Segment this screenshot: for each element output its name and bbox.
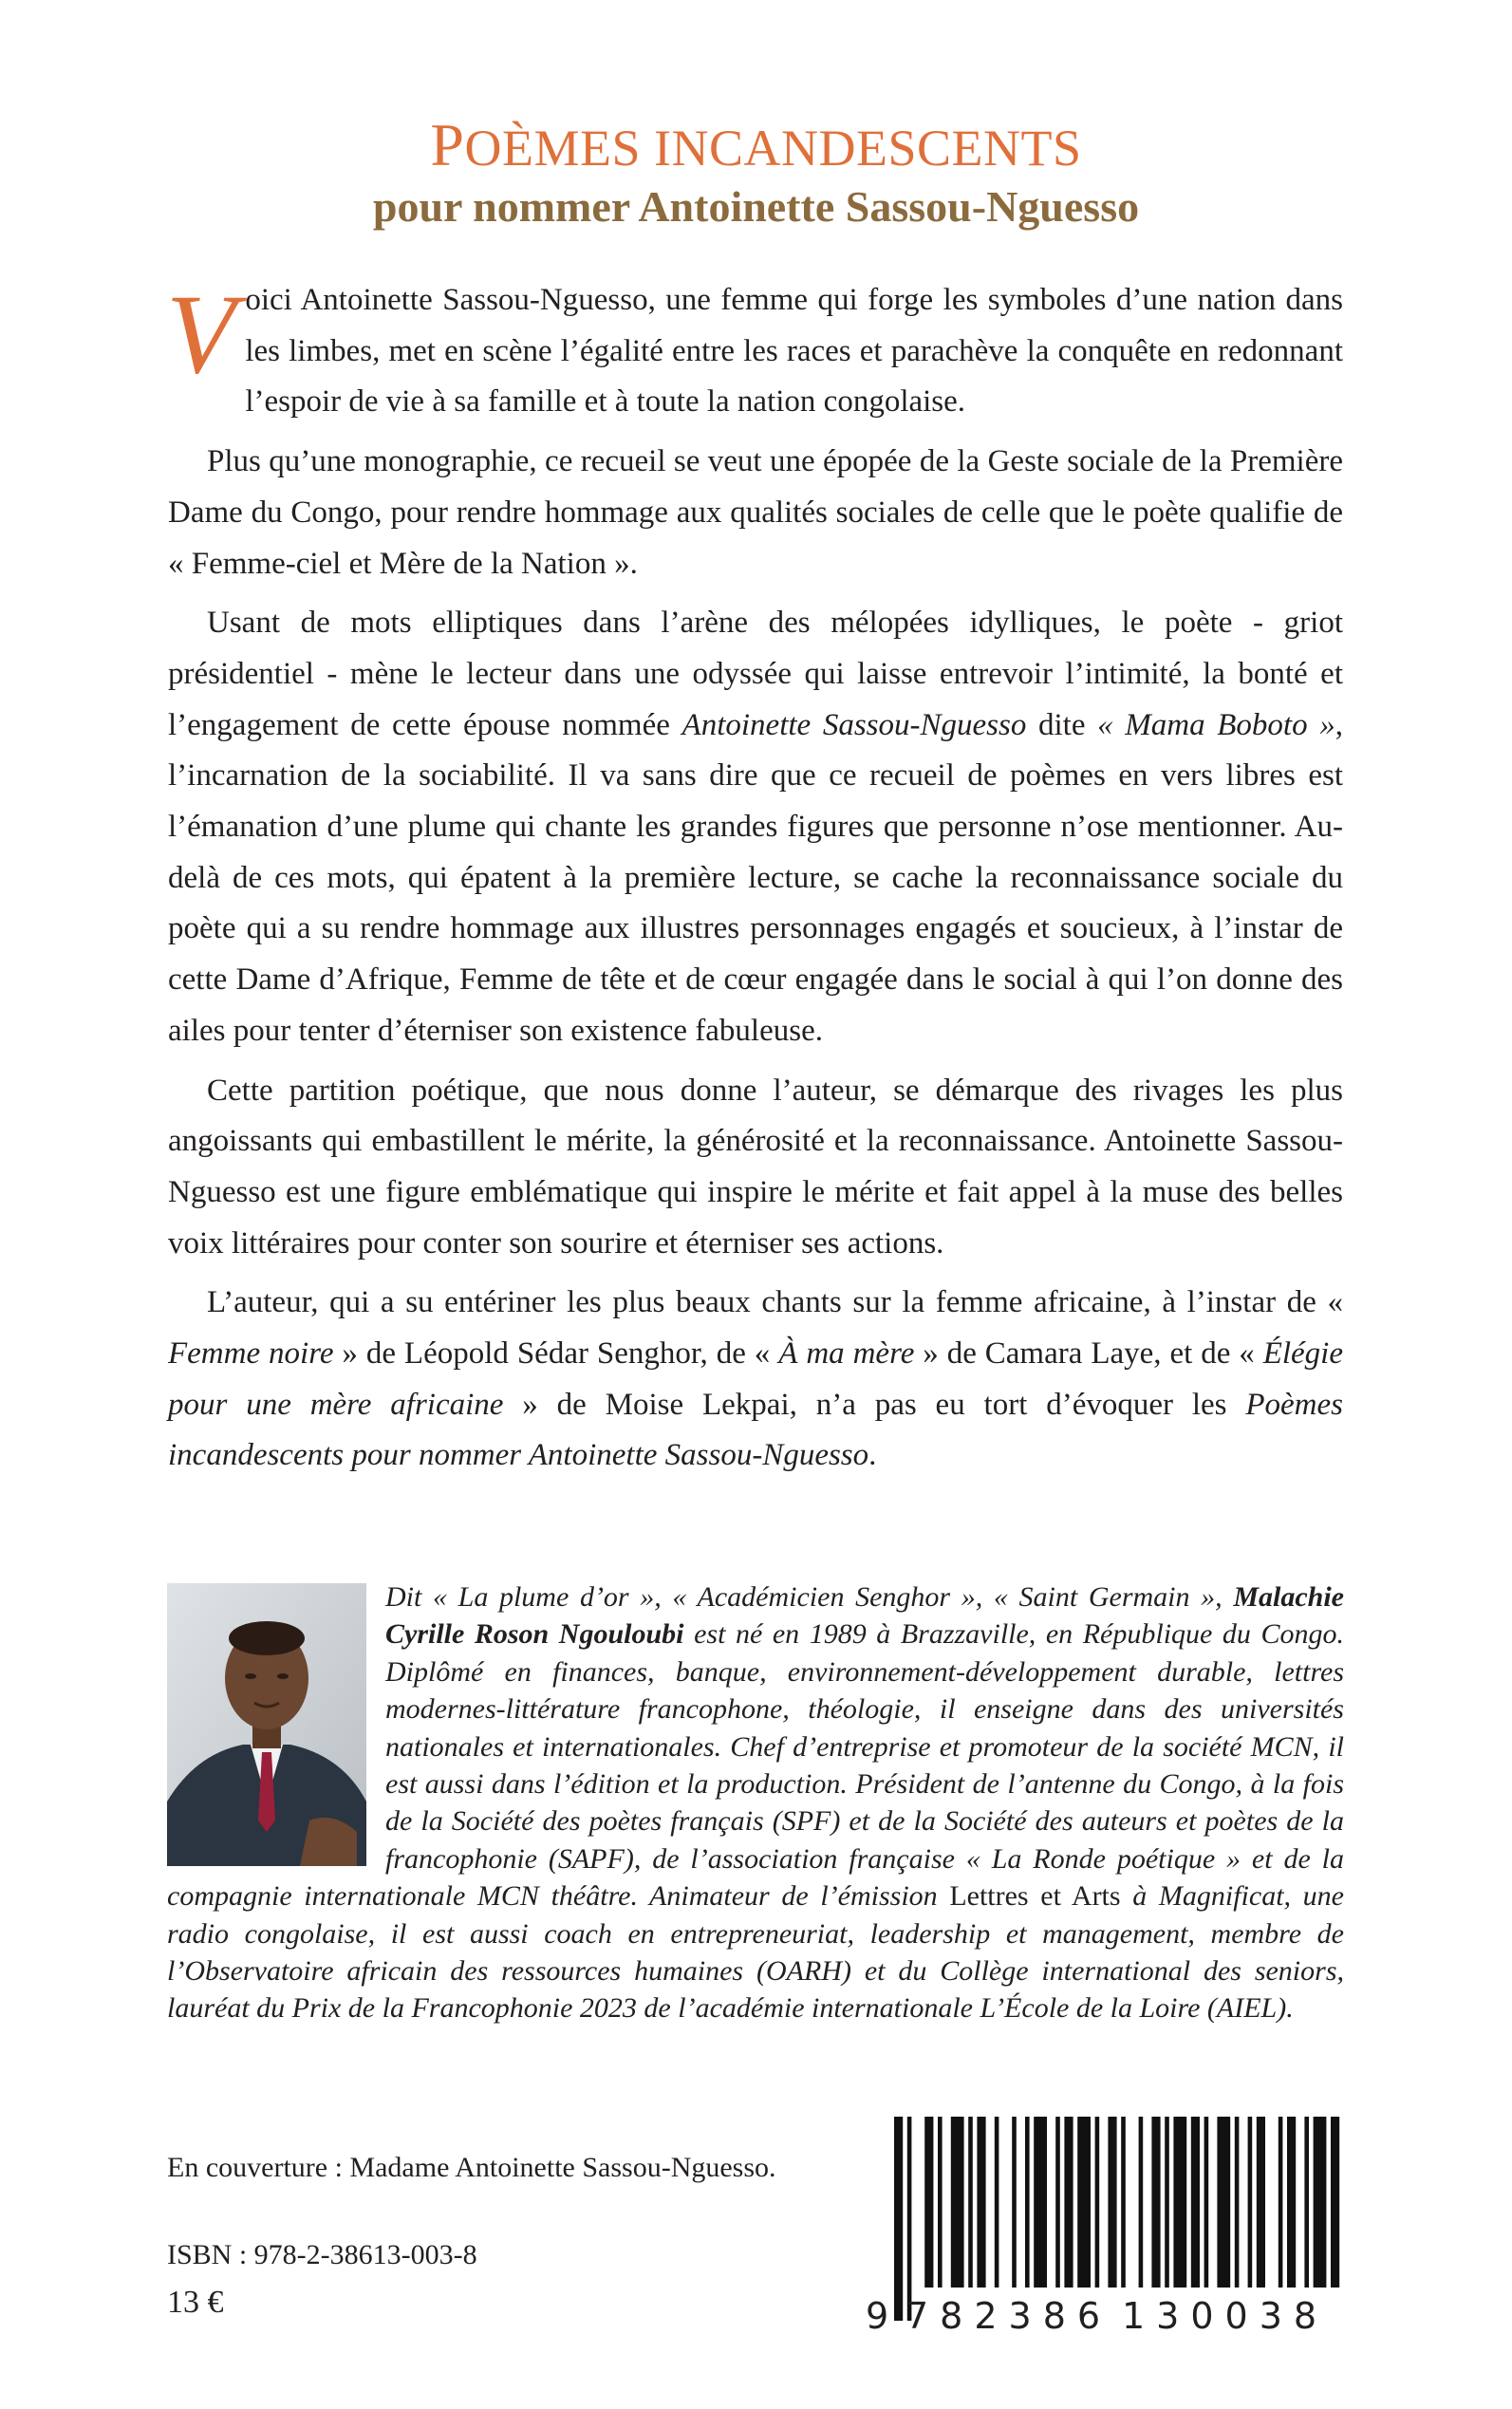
barcode-bar — [1204, 2117, 1209, 2288]
barcode-bar — [1257, 2117, 1265, 2288]
author-bio — [167, 1578, 1344, 2027]
barcode-bar — [1095, 2117, 1100, 2288]
paragraph-3-part: , l’incarnation de la sociabilité. Il va sans dire que ce recueil de poèmes en vers libres est l’émanation d’une plume qui chante les grandes figures que personne n’ose mentionner. Au-delà de ces mots, qui épatent à la première lecture, se cache la reconnaissance sociale du poète qui a su rendre hommage aux illustres personnages engagés et soucieux, à l’instar de cette Dame d’Afrique, Femme de tête et de cœur engagée dans le social à qui l’on donne des ailes pour tenter d’éterniser son existence fabuleuse. — [168, 707, 1343, 1048]
bio-text: à Magnificat, une radio congolaise, il est aussi coach en entrepreneuriat, leadership et management, membre de l’Observatoire africain des ressources humaines (OARH) et du Collège international des seniors, lauréat du Prix de la Francophonie 2023 de l’académie internationale L’École de la Loire (AIEL). — [167, 1880, 1345, 2025]
barcode-bar — [1173, 2117, 1186, 2288]
barcode-bar — [1304, 2117, 1309, 2288]
paragraph-5 — [168, 1278, 1343, 1482]
paragraph-5-italic: Élégie pour une mère africaine — [168, 1336, 1343, 1422]
barcode-bar — [1165, 2117, 1169, 2288]
cover-credit: En couverture : Madame Antoinette Sassou-Nguesso. — [167, 2152, 776, 2183]
paragraph-5-italic: Poèmes incandescents pour nommer Antoinette Sassou-Nguesso — [168, 1387, 1344, 1473]
drop-cap: V — [166, 271, 236, 397]
photo-spacer — [167, 1578, 385, 1877]
paragraph-3-italic: Antoinette Sassou-Nguesso — [681, 707, 1027, 742]
title-rest: OÈMES INCANDESCENTS — [464, 120, 1082, 177]
isbn: ISBN : 978-2-38613-003-8 — [167, 2239, 477, 2270]
barcode-bar — [1331, 2117, 1339, 2288]
barcode-bar — [1064, 2117, 1073, 2288]
barcode-group-1: 782386 — [905, 2295, 1112, 2337]
barcode-bar — [1012, 2117, 1017, 2288]
barcode-bar — [1055, 2117, 1060, 2288]
barcode-group-2: 130038 — [1122, 2295, 1329, 2337]
paragraph-5-part: » de Moise Lekpai, n’a pas eu tort d’évoquer les — [503, 1387, 1246, 1422]
barcode-bar — [1034, 2117, 1047, 2288]
barcode-bar — [951, 2117, 964, 2288]
bio-text: Dit « La plume d’or », « Académicien Senghor », « Saint Germain », — [385, 1581, 1234, 1613]
paragraph-3-italic: « Mama Boboto » — [1097, 707, 1335, 742]
paragraph-1 — [166, 271, 1343, 428]
barcode-bar — [1217, 2117, 1230, 2288]
paragraph-5-part: » de Léopold Sédar Senghor, de « — [333, 1336, 779, 1372]
author-name: Malachie Cyrille Roson Ngouloubi — [385, 1581, 1344, 1651]
bio-upright-text: Lettres et Arts — [949, 1880, 1121, 1913]
barcode-bar — [1151, 2117, 1160, 2288]
barcode-bar — [1235, 2117, 1240, 2288]
paragraph-1-text: oici Antoinette Sassou-Nguesso, une femme qui forge les symboles d’une nation dans les limbes, met en scène l’égalité entre les races et parachève la conquête en redonnant l’espoir de vie à sa famille et à toute la nation congolaise. — [245, 283, 1343, 420]
barcode-bar — [1279, 2117, 1283, 2288]
barcode-bar — [968, 2117, 973, 2288]
paragraph-5-italic: Femme noire — [168, 1336, 334, 1372]
barcode-bar — [977, 2117, 985, 2288]
barcode-bar — [1248, 2117, 1253, 2288]
barcode-bar — [938, 2117, 943, 2288]
paragraph-3 — [168, 598, 1343, 1056]
barcode-bar — [1191, 2117, 1200, 2288]
bio-text: est né en 1989 à Brazzaville, en République du Congo. Diplômé en finances, banque, environnement-développement durable, lettres modernes-littérature francophone, théologie, il enseigne dans des universités nationales et internationales. Chef d’entreprise et promoteur de la société MCN, il est aussi dans l’édition et la production. Président de l’antenne du Congo, à la fois de la Société des poètes français (SPF) et de la Société des auteurs et poètes de la francophonie (SAPF), de l’association française « La Ronde poétique » et de la compagnie internationale MCN théâtre. Animateur de l’émission — [167, 1618, 1344, 1913]
book-subtitle: pour nommer Antoinette Sassou-Nguesso — [372, 182, 1140, 231]
book-title — [0, 112, 1512, 181]
barcode-bar — [1139, 2117, 1144, 2288]
barcode-bar — [1314, 2117, 1327, 2288]
barcode-bar — [1121, 2117, 1126, 2288]
paragraph-2: Plus qu’une monographie, ce recueil se veut une épopée de la Geste sociale de la Première Dame du Congo, pour rendre hommage aux qualités sociales de celle que le poète qualifie de « Femme-ciel et Mère de la Nation ». — [168, 444, 1343, 581]
paragraph-5-part: L’auteur, qui a su entériner les plus beaux chants sur la femme africaine, à l’instar de « — [207, 1285, 1343, 1320]
paragraph-3-part: dite — [1026, 707, 1098, 742]
paragraph-5-italic: À ma mère — [778, 1336, 915, 1372]
price: 13 € — [167, 2285, 224, 2320]
paragraph-4: Cette partition poétique, que nous donne l’auteur, se démarque des rivages les plus angoissants qui embastillent le mérite, la générosité et la reconnaissance. Antoinette Sassou-Nguesso est une figure emblématique qui inspire le mérite et fait appel à la muse des belles voix littéraires pour conter son sourire et éterniser ses actions. — [168, 1073, 1343, 1261]
barcode-bar — [924, 2117, 933, 2288]
title-initial: P — [430, 111, 465, 178]
barcode-bar — [995, 2117, 999, 2288]
barcode-bar — [1108, 2117, 1116, 2288]
barcode-lead-digit: 9 — [866, 2295, 889, 2337]
barcode-bar — [1287, 2117, 1296, 2288]
barcode-bar — [1025, 2117, 1030, 2288]
paragraph-3-part: Usant de mots elliptiques dans l’arène des mélopées idylliques, le poète - griot présidentiel - mène le lecteur dans une odyssée qui laisse entrevoir l’intimité, la bonté et l’engagement de cette épouse nommée — [168, 606, 1343, 742]
back-cover-text — [166, 271, 1344, 1490]
barcode-bar — [1077, 2117, 1091, 2288]
paragraph-5-part: » de Camara Laye, et de « — [914, 1336, 1263, 1372]
paragraph-5-part: . — [868, 1438, 877, 1473]
barcode-digits — [866, 2288, 1345, 2344]
